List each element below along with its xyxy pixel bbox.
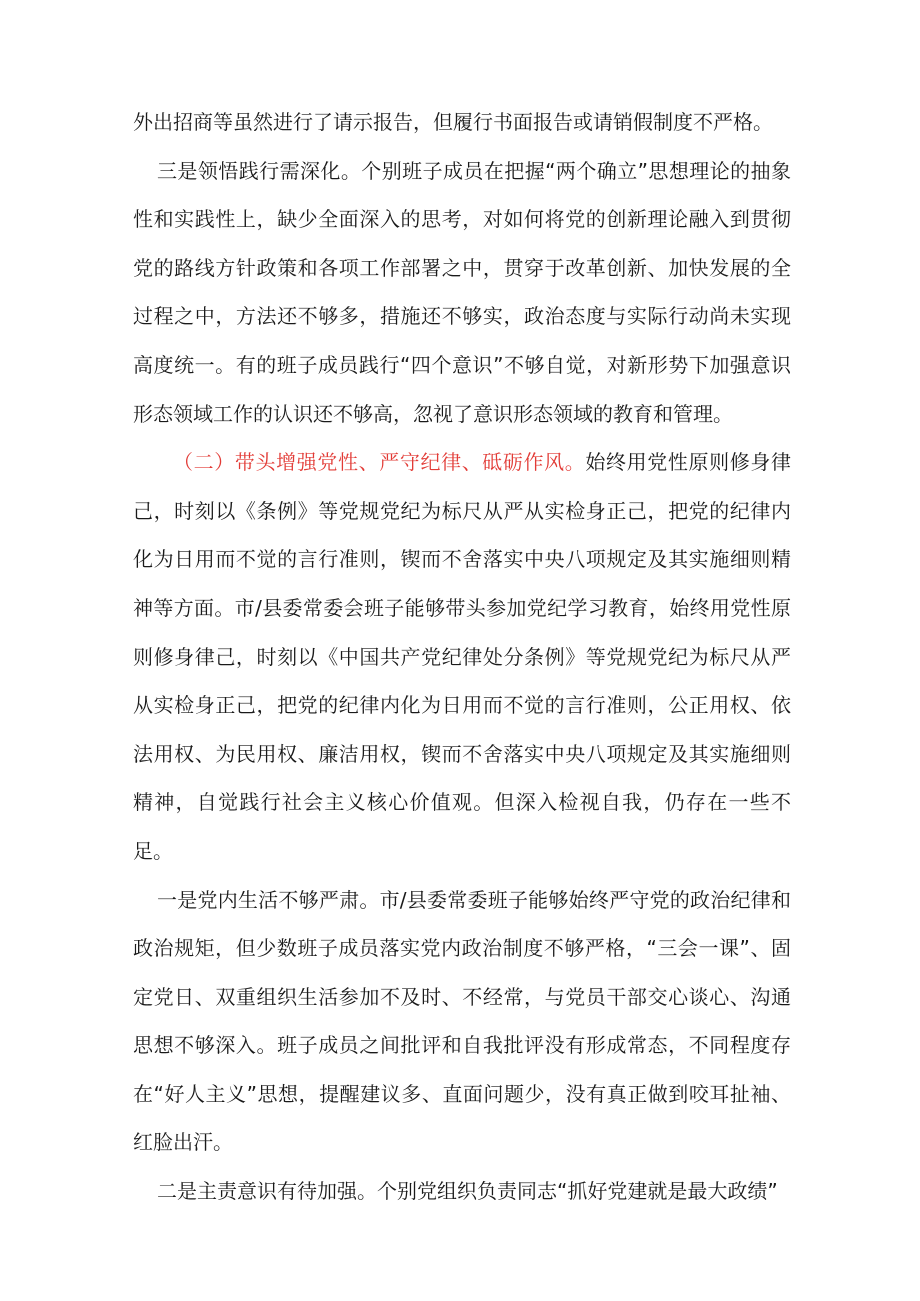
paragraph-section-two: [133, 438, 791, 875]
paragraph-point-one: [133, 876, 791, 1168]
document-body: [133, 98, 791, 1216]
paragraph-text: 三是领悟践行需深化。个别班子成员在把握“两个确立”思想理论的抽象性和实践性上，缺少全面深入的思考，对如何将党的创新理论融入到贯彻党的路线方针政策和各项工作部署之中，贯穿于改革创新、加快发展的全过程之中，方法还不够多，措施还不够实，政治态度与实际行动尚未实现高度统一。有的班子成员践行“四个意识”不够自觉，对新形势下加强意识形态领域工作的认识还不够高，忽视了意识形态领域的教育和管理。: [133, 158, 791, 426]
paragraph-point-two: [133, 1167, 791, 1216]
paragraph-continued: [133, 98, 791, 147]
paragraph-text: 始终用党性原则修身律己，时刻以《条例》等党规党纪为标尺从严从实检身正己，把党的纪律内化为日用而不觉的言行准则，锲而不舍落实中央八项规定及其实施细则精神等方面。市/县委常委会班子能够带头参加党纪学习教育，始终用党性原则修身律己，时刻以《中国共产党纪律处分条例》等党规党纪为标尺从严从实检身正己，把党的纪律内化为日用而不觉的言行准则，公正用权、依法用权、为民用权、廉洁用权，锲而不舍落实中央八项规定及其实施细则精神，自觉践行社会主义核心价值观。但深入检视自我，仍存在一些不足。: [133, 450, 792, 863]
paragraph-point-three: [133, 147, 791, 439]
section-heading: （二）带头增强党性、严守纪律、砥砺作风。: [173, 450, 586, 475]
paragraph-text: 一是党内生活不够严肃。市/县委常委班子能够始终严守党的政治纪律和政治规矩，但少数班子成员落实党内政治制度不够严格，“三会一课”、固定党日、双重组织生活参加不及时、不经常，与党员干部交心谈心、沟通思想不够深入。班子成员之间批评和自我批评没有形成常态，不同程度存在“好人主义”思想，提醒建议多、直面问题少，没有真正做到咬耳扯袖、红脸出汗。: [133, 887, 791, 1155]
paragraph-text: 外出招商等虽然进行了请示报告，但履行书面报告或请销假制度不严格。: [133, 110, 773, 134]
paragraph-text: 二是主责意识有待加强。个别党组织负责同志“抓好党建就是最大政绩”: [157, 1179, 778, 1204]
